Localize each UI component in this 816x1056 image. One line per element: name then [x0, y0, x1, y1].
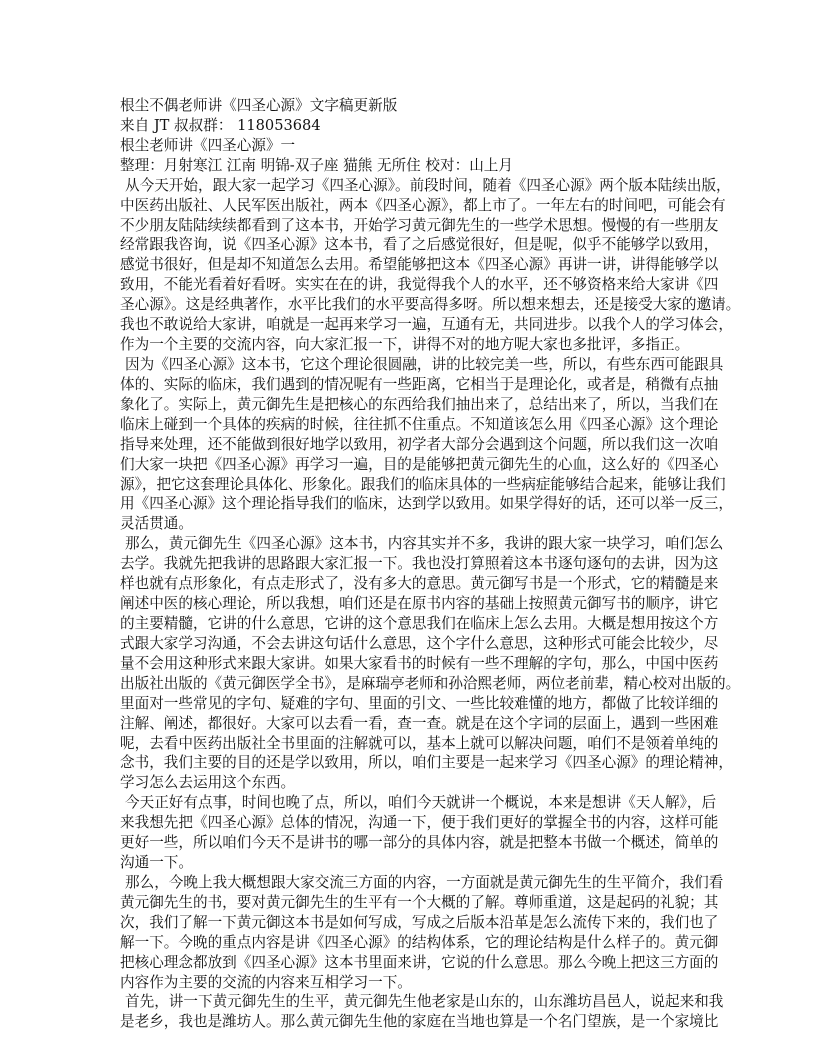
paragraph-line: 首先，讲一下黄元御先生的生平，黄元御先生他老家是山东的，山东潍坊昌邑人，说起来和我 [125, 993, 724, 1011]
paragraph-line: 黄元御先生的书，要对黄元御先生的生平有一个大概的了解。尊师重道，这是起码的礼貌；其 [120, 893, 719, 911]
paragraph-line: 出版社出版的《黄元御医学全书》，是麻瑞亭老师和孙洽熙老师，两位老前辈，精心校对出版的。 [120, 674, 741, 692]
paragraph-line: 灵活贯通。 [120, 515, 193, 533]
paragraph-line: 经常跟我咨询，说《四圣心源》这本书，看了之后感觉很好，但是呢，似乎不能够学以致用， [120, 236, 719, 254]
paragraph-line: 象化了。实际上，黄元御先生是把核心的东西给我们抽出来了，总结出来了，所以，当我们在 [120, 395, 719, 413]
paragraph-line: 作为一个主要的交流内容，向大家汇报一下，讲得不对的地方呢大家也多批评，多指正。 [120, 336, 690, 354]
paragraph-line: 解一下。今晚的重点内容是讲《四圣心源》的结构体系，它的理论结构是什么样子的。黄元御 [120, 933, 719, 951]
paragraph-line: 阐述中医的核心理论，所以我想，咱们还是在原书内容的基础上按照黄元御写书的顺序，讲它 [120, 595, 719, 613]
paragraph [120, 534, 741, 793]
paragraph-line: 因为《四圣心源》这本书，它这个理论很圆融，讲的比较完美一些，所以，有些东西可能跟具 [125, 355, 724, 373]
paragraph-line: 今天正好有点事，时间也晚了点，所以，咱们今天就讲一个概说，本来是想讲《天人解》，后 [125, 794, 717, 812]
paragraph [120, 992, 724, 1032]
paragraph-line: 呢，去看中医药出版社全书里面的注解就可以，基本上就可以解决问题，咱们不是领着单纯的 [120, 734, 719, 752]
paragraph [120, 873, 724, 993]
paragraph-line: 感觉书很好，但是却不知道怎么去用。希望能够把这本《四圣心源》再讲一讲，讲得能够学以 [120, 256, 719, 274]
header-line: 来自 JT 叔叔群： 118053684 [120, 116, 321, 134]
paragraph-line: 用《四圣心源》这个理论指导我们的临床，达到学以致用。如果学得好的话，还可以举一反三， [120, 495, 733, 513]
paragraph-line: 次，我们了解一下黄元御这本书是如何写成，写成之后版本沿革是怎么流传下来的，我们也了 [120, 913, 719, 931]
paragraph-line: 把核心理念都放到《四圣心源》这本书里面来讲，它说的什么意思。那么今晚上把这三方面的 [120, 953, 719, 971]
paragraph [120, 176, 741, 355]
paragraph-line: 致用，不能光看着好看呀。实实在在的讲，我觉得我个人的水平，还不够资格来给大家讲《四 [120, 276, 719, 294]
paragraph-line: 学习怎么去运用这个东西。 [120, 774, 296, 792]
paragraph-line: 更好一些，所以咱们今天不是讲书的哪一部分的具体内容，就是把整本书做一个概述，简单的 [120, 834, 719, 852]
paragraph-line: 我也不敢说给大家讲，咱就是一起再来学习一遍，互通有无，共同进步。以我个人的学习体会， [120, 316, 733, 334]
paragraph-line: 的主要精髓，它讲的什么意思，它讲的这个意思我们在临床上怎么去用。大概是想用按这个方 [120, 614, 719, 632]
paragraph-line: 们大家一块把《四圣心源》再学习一遍，目的是能够把黄元御先生的心血，这么好的《四圣心 [120, 455, 719, 473]
paragraph [120, 355, 733, 534]
paragraph-line: 内容作为主要的交流的内容来互相学习一下。 [120, 973, 412, 991]
paragraph-line: 来我想先把《四圣心源》总体的情况，沟通一下，便于我们更好的掌握全书的内容，这样可能 [120, 814, 719, 832]
paragraph-line: 样也就有点形象化，有点走形式了，没有多大的意思。黄元御写书是一个形式，它的精髓是来 [120, 575, 719, 593]
paragraph-line: 里面对一些常见的字句、疑难的字句、里面的引文、一些比较难懂的地方，都做了比较详细的 [120, 694, 719, 712]
document-title: 根尘不偶老师讲《四圣心源》文字稿更新版 [120, 97, 398, 114]
header-line: 根尘老师讲《四圣心源》一 [120, 136, 296, 154]
paragraph-line: 中医药出版社、人民军医出版社，两本《四圣心源》，都上市了。一年左右的时间吧，可能会有 [120, 196, 726, 214]
document-body [120, 96, 741, 1032]
paragraph-line: 去学。我就先把我讲的思路跟大家汇报一下。我也没打算照着这本书逐句逐句的去讲，因为这 [120, 555, 719, 573]
paragraph-line: 圣心源》。这是经典著作，水平比我们的水平要高得多呀。所以想来想去，还是接受大家的邀请。 [120, 296, 741, 314]
paragraph-line: 体的、实际的临床，我们遇到的情况呢有一些距离，它相当于是理论化，或者是，稍微有点抽 [120, 375, 719, 393]
paragraph-line: 那么，黄元御先生《四圣心源》这本书，内容其实并不多，我讲的跟大家一块学习，咱们怎么 [125, 535, 724, 553]
paragraph-line: 念书，我们主要的目的还是学以致用，所以，咱们主要是一起来学习《四圣心源》的理论精神， [120, 754, 733, 772]
paragraph-line: 临床上碰到一个具体的疾病的时候，往往抓不住重点。不知道该怎么用《四圣心源》这个理论 [120, 415, 719, 433]
paragraph-line: 不少朋友陆陆续续都看到了这本书，开始学习黄元御先生的一些学术思想。慢慢的有一些朋友 [120, 216, 719, 234]
paragraph-line: 式跟大家学习沟通，不会去讲这句话什么意思，这个字什么意思，这种形式可能会比较少，尽 [120, 634, 719, 652]
paragraph-line: 沟通一下。 [120, 854, 193, 872]
paragraph-line: 注解、阐述，都很好。大家可以去看一看，查一查。就是在这个字词的层面上，遇到一些困难 [120, 714, 719, 732]
paragraph-line: 量不会用这种形式来跟大家讲。如果大家看书的时候有一些不理解的字句，那么，中国中医药 [120, 654, 719, 672]
paragraph-line: 从今天开始，跟大家一起学习《四圣心源》。前段时间，随着《四圣心源》两个版本陆续出版， [125, 176, 731, 194]
header-line: 整理：月射寒江 江南 明锦-双子座 猫熊 无所住 校对：山上月 [120, 156, 513, 174]
paragraph-line: 那么，今晚上我大概想跟大家交流三方面的内容，一方面就是黄元御先生的生平简介，我们看 [125, 873, 724, 891]
paragraph-line: 源》，把它这套理论具体化、形象化。跟我们的临床具体的一些病症能够结合起来，能够让我们 [120, 475, 726, 493]
paragraph [120, 793, 719, 873]
paragraph-line: 指导来处理，还不能做到很好地学以致用，初学者大部分会遇到这个问题，所以我们这一次咱 [120, 435, 719, 453]
paragraph-line: 是老乡，我也是潍坊人。那么黄元御先生他的家庭在当地也算是一个名门望族，是一个家境比 [120, 1013, 719, 1031]
